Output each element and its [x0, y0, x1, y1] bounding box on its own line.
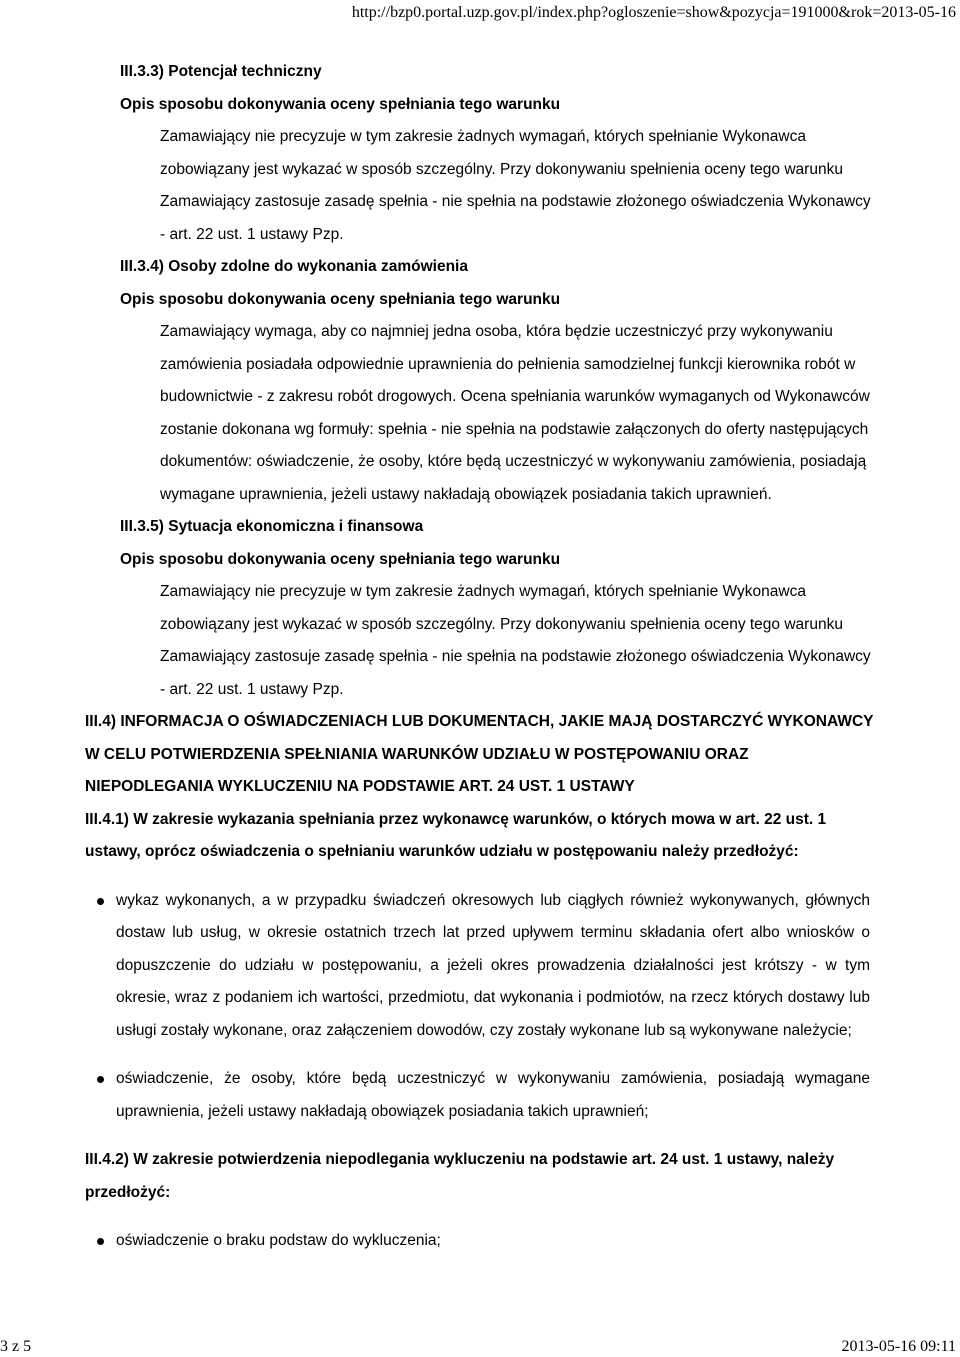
list-item-text: oświadczenie, że osoby, które będą uczestniczyć w wykonywaniu zamówienia, posiadają wymagane uprawnienia, jeżeli ustawy nakładają obowiązek posiadania takich uprawnień; — [116, 1070, 870, 1120]
section-title-iii-4-2: III.4.2) W zakresie potwierdzenia niepodlegania wykluczeniu na podstawie art. 24 ust. 1 ustawy, należy — [85, 1151, 835, 1168]
requirements-list — [0, 885, 960, 1129]
text-line: Zamawiający zastosuje zasadę spełnia - nie spełnia na podstawie złożonego oświadczenia Wykonawcy — [160, 648, 871, 665]
section-title-iii-4-1: III.4.1) W zakresie wykazania spełniania przez wykonawcę warunków, o których mowa w art. 22 ust. 1 — [85, 810, 827, 828]
section-title-sytuacja: III.3.5) Sytuacja ekonomiczna i finansowa — [120, 518, 424, 535]
text-line: Zamawiający zastosuje zasadę spełnia - nie spełnia na podstawie złożonego oświadczenia Wykonawcy — [160, 193, 871, 210]
text-line: Zamawiający wymaga, aby co najmniej jedna osoba, która będzie uczestniczyć przy wykonywaniu — [160, 323, 833, 340]
bullet-icon — [97, 898, 104, 905]
bullet-icon — [97, 1238, 104, 1245]
list-item — [0, 1063, 960, 1128]
list-item-text: wykaz wykonanych, a w przypadku świadczeń okresowych lub ciągłych również wykonywanych, głównych dostaw lub usług, w okresie ostatnich trzech lat przed upływem terminu składania ofert albo wniosków o dopuszczenie do udziału w postępowaniu, a jeżeli okres prowadzenia działalności jest krótszy - w tym okresie, wraz z podaniem ich wartości, przedmiotu, dat wykonania i podmiotów, na rzecz których dostawy lub usługi zostały wykonane, oraz załączeniem dowodów, czy zostały wykonane lub są wykonywane należycie; — [116, 891, 870, 1039]
section-title-informacja: III.4) INFORMACJA O OŚWIADCZENIACH LUB DOKUMENTACH, JAKIE MAJĄ DOSTARCZYĆ WYKONAWCY — [85, 713, 874, 730]
text-line: zobowiązany jest wykazać w sposób szczególny. Przy dokonywaniu spełnienia oceny tego warunku — [160, 615, 843, 633]
text-line: budownictwie - z zakresu robót drogowych. Ocena spełniania warunków wymaganych od Wykonawców — [160, 388, 870, 405]
section-subtitle: Opis sposobu dokonywania oceny spełniania tego warunku — [120, 290, 561, 308]
exclusion-list — [0, 1225, 960, 1258]
list-item — [0, 1225, 960, 1258]
text-line: wymagane uprawnienia, jeżeli ustawy nakładają obowiązek posiadania takich uprawnień. — [160, 485, 772, 503]
document-body — [0, 56, 960, 1258]
text-line: dokumentów: oświadczenie, że osoby, które będą uczestniczyć w wykonywaniu zamówienia, posiadają — [160, 453, 867, 470]
text-line: - art. 22 ust. 1 ustawy Pzp. — [160, 680, 344, 698]
section-subtitle: Opis sposobu dokonywania oceny spełniania tego warunku — [120, 95, 561, 113]
text-line: zostanie dokonana wg formuły: spełnia - nie spełnia na podstawie załączonych do oferty następujących — [160, 420, 869, 438]
bullet-icon — [97, 1076, 104, 1083]
list-item-text: oświadczenie o braku podstaw do wykluczenia; — [116, 1232, 441, 1249]
page-url: http://bzp0.portal.uzp.gov.pl/index.php?ogloszenie=show&pozycja=191000&rok=2013-05-16 — [351, 4, 956, 21]
section-subtitle: Opis sposobu dokonywania oceny spełniania tego warunku — [120, 550, 561, 568]
text-line: - art. 22 ust. 1 ustawy Pzp. — [160, 225, 344, 243]
section-title-osoby: III.3.4) Osoby zdolne do wykonania zamówienia — [120, 258, 468, 275]
text-line: zamówienia posiadała odpowiednie uprawnienia do pełnienia samodzielnej funkcji kierownika robót w — [160, 355, 856, 373]
page-number: 3 z 5 — [0, 1338, 32, 1355]
section-title-iii-4-1-cont: ustawy, oprócz oświadczenia o spełnianiu warunków udziału w postępowaniu należy przedłożyć: — [85, 843, 799, 860]
section-title-iii-4-2-cont: przedłożyć: — [85, 1183, 171, 1201]
print-datetime: 2013-05-16 09:11 — [841, 1338, 956, 1355]
list-item — [0, 885, 960, 1048]
section-title-informacja-cont: W CELU POTWIERDZENIA SPEŁNIANIA WARUNKÓW UDZIAŁU W POSTĘPOWANIU ORAZ — [85, 745, 749, 763]
text-line: Zamawiający nie precyzuje w tym zakresie żadnych wymagań, których spełnianie Wykonawca — [160, 583, 806, 600]
text-line: zobowiązany jest wykazać w sposób szczególny. Przy dokonywaniu spełnienia oceny tego warunku — [160, 160, 843, 178]
section-title-informacja-cont: NIEPODLEGANIA WYKLUCZENIU NA PODSTAWIE ART. 24 UST. 1 USTAWY — [85, 778, 635, 795]
section-title-potencjal: III.3.3) Potencjał techniczny — [120, 63, 322, 80]
text-line: Zamawiający nie precyzuje w tym zakresie żadnych wymagań, których spełnianie Wykonawca — [160, 128, 806, 145]
